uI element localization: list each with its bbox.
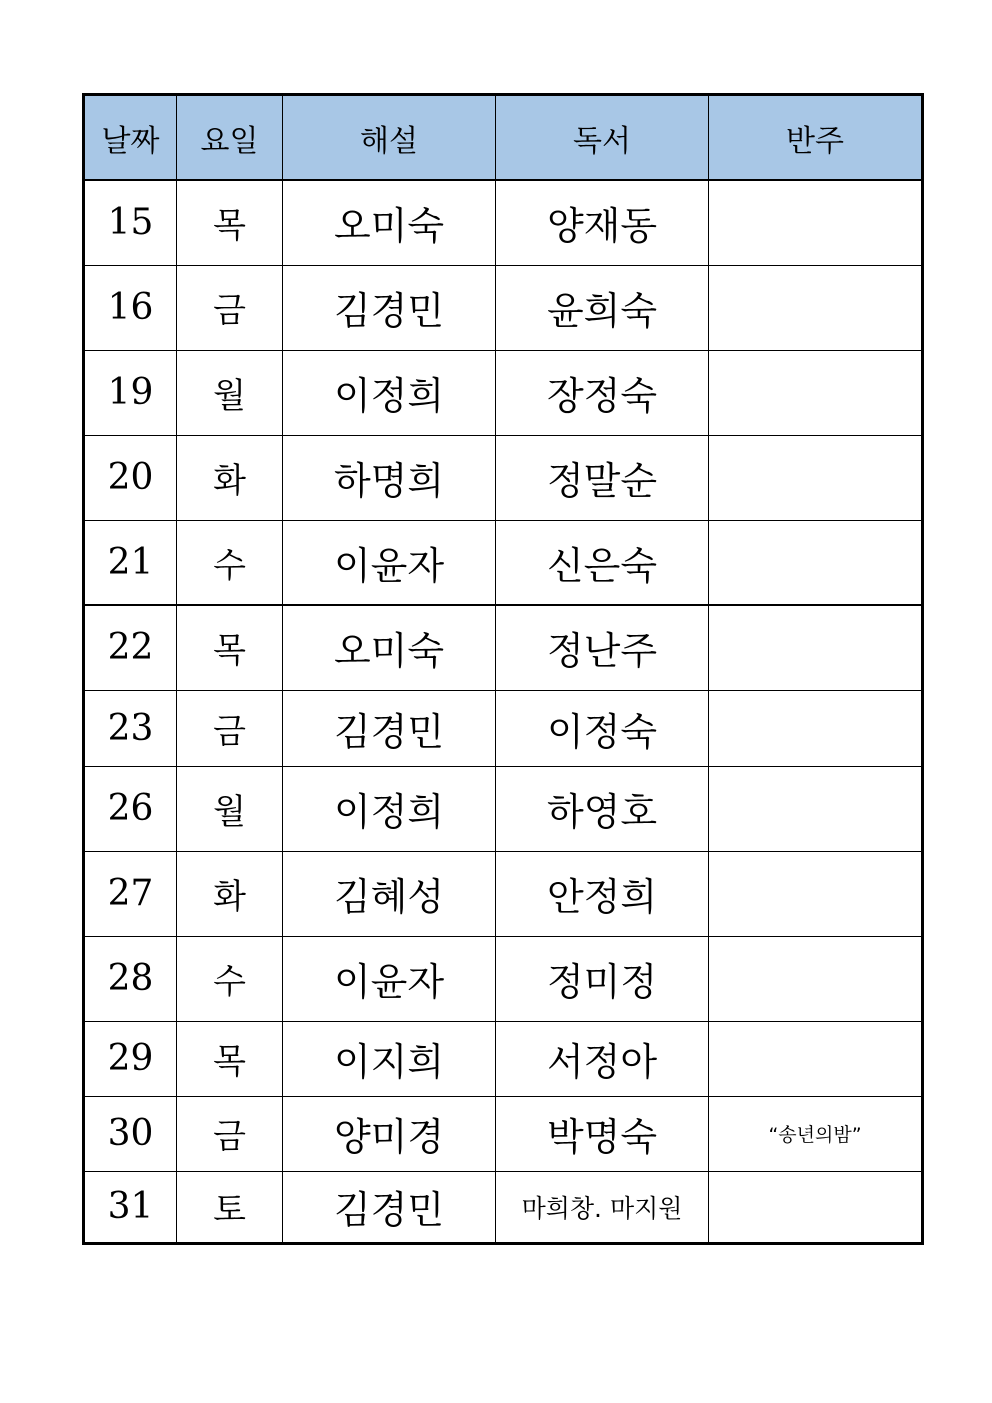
reading-cell: 마희창. 마지원 [496, 1171, 709, 1243]
header-row [84, 95, 923, 181]
reading-cell: 양재동 [496, 180, 709, 265]
table-row [84, 936, 923, 1021]
table-row [84, 1171, 923, 1243]
day-cell: 화 [177, 851, 283, 936]
accompaniment-cell [709, 936, 923, 1021]
commentary-cell: 양미경 [283, 1096, 496, 1171]
commentary-cell: 김경민 [283, 1171, 496, 1243]
commentary-cell: 이윤자 [283, 936, 496, 1021]
date-cell: 31 [84, 1171, 177, 1243]
header-day: 요일 [177, 95, 283, 181]
day-cell: 수 [177, 936, 283, 1021]
table-row [84, 1096, 923, 1171]
accompaniment-cell: “송년의밤” [709, 1096, 923, 1171]
date-cell: 28 [84, 936, 177, 1021]
date-cell: 19 [84, 350, 177, 435]
date-cell: 20 [84, 435, 177, 520]
day-cell: 금 [177, 265, 283, 350]
date-cell: 27 [84, 851, 177, 936]
reading-cell: 정말순 [496, 435, 709, 520]
accompaniment-cell [709, 851, 923, 936]
accompaniment-cell [709, 1021, 923, 1096]
reading-cell: 안정희 [496, 851, 709, 936]
day-cell: 목 [177, 180, 283, 265]
day-cell: 목 [177, 605, 283, 690]
commentary-cell: 이정희 [283, 766, 496, 851]
reading-cell: 윤희숙 [496, 265, 709, 350]
table-row [84, 435, 923, 520]
accompaniment-cell [709, 435, 923, 520]
day-cell: 금 [177, 1096, 283, 1171]
header-accompaniment: 반주 [709, 95, 923, 181]
reading-cell: 신은숙 [496, 520, 709, 605]
accompaniment-cell [709, 1171, 923, 1243]
accompaniment-cell [709, 605, 923, 690]
day-cell: 월 [177, 350, 283, 435]
date-cell: 26 [84, 766, 177, 851]
table-row [84, 766, 923, 851]
reading-cell: 하영호 [496, 766, 709, 851]
table-row [84, 350, 923, 435]
date-cell: 29 [84, 1021, 177, 1096]
table-row [84, 520, 923, 605]
date-cell: 15 [84, 180, 177, 265]
day-cell: 금 [177, 690, 283, 766]
reading-cell: 이정숙 [496, 690, 709, 766]
accompaniment-cell [709, 265, 923, 350]
reading-cell: 장정숙 [496, 350, 709, 435]
date-cell: 16 [84, 265, 177, 350]
commentary-cell: 이지희 [283, 1021, 496, 1096]
header-commentary: 해설 [283, 95, 496, 181]
day-cell: 토 [177, 1171, 283, 1243]
commentary-cell: 하명희 [283, 435, 496, 520]
date-cell: 30 [84, 1096, 177, 1171]
schedule-table [82, 93, 924, 1245]
accompaniment-cell [709, 766, 923, 851]
accompaniment-cell [709, 350, 923, 435]
table-row [84, 851, 923, 936]
commentary-cell: 오미숙 [283, 605, 496, 690]
commentary-cell: 김경민 [283, 265, 496, 350]
date-cell: 21 [84, 520, 177, 605]
date-cell: 23 [84, 690, 177, 766]
accompaniment-cell [709, 690, 923, 766]
commentary-cell: 이정희 [283, 350, 496, 435]
day-cell: 수 [177, 520, 283, 605]
day-cell: 목 [177, 1021, 283, 1096]
table-row [84, 605, 923, 690]
table-row [84, 690, 923, 766]
commentary-cell: 이윤자 [283, 520, 496, 605]
day-cell: 화 [177, 435, 283, 520]
date-cell: 22 [84, 605, 177, 690]
header-reading: 독서 [496, 95, 709, 181]
accompaniment-cell [709, 520, 923, 605]
reading-cell: 박명숙 [496, 1096, 709, 1171]
table-row [84, 1021, 923, 1096]
commentary-cell: 오미숙 [283, 180, 496, 265]
table-row [84, 265, 923, 350]
reading-cell: 서정아 [496, 1021, 709, 1096]
table-row [84, 180, 923, 265]
header-date: 날짜 [84, 95, 177, 181]
accompaniment-cell [709, 180, 923, 265]
day-cell: 월 [177, 766, 283, 851]
commentary-cell: 김혜성 [283, 851, 496, 936]
reading-cell: 정미정 [496, 936, 709, 1021]
commentary-cell: 김경민 [283, 690, 496, 766]
reading-cell: 정난주 [496, 605, 709, 690]
